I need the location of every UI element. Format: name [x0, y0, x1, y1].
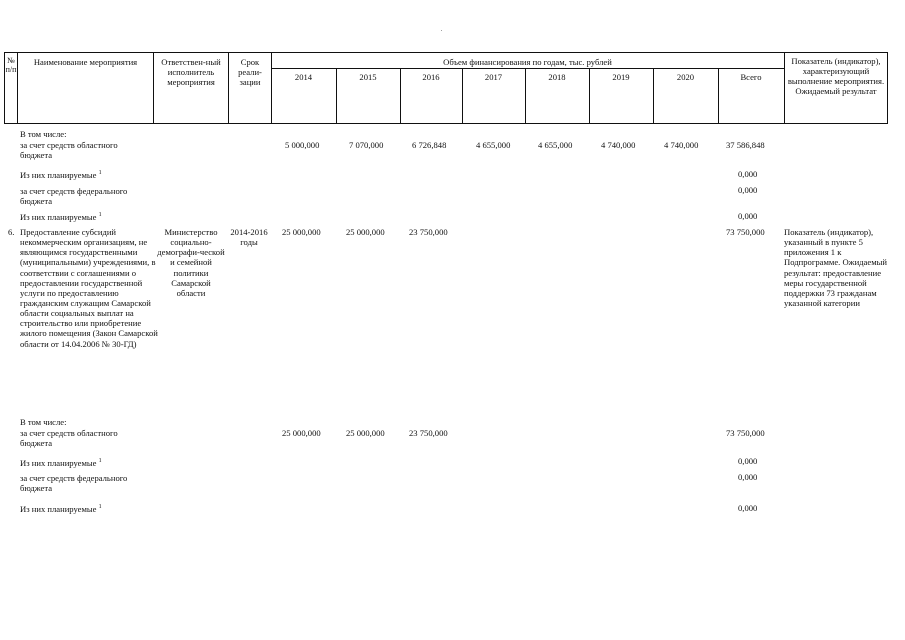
- block1-2019: 4 740,000: [601, 140, 636, 150]
- block1-regional-label: за счет средств областного бюджета: [20, 140, 118, 161]
- header-year-2018: 2018: [548, 72, 566, 82]
- block1-including: В том числе:: [20, 129, 67, 139]
- header-year-2019: 2019: [612, 72, 630, 82]
- header-year-2016: 2016: [422, 72, 440, 82]
- header-year-2014: 2014: [294, 72, 313, 82]
- block1-2017: 4 655,000: [476, 140, 511, 150]
- block2-regional-label: за счет средств областного бюджета: [20, 428, 118, 449]
- table-header: [4, 52, 888, 124]
- row6-2014: 25 000,000: [282, 227, 321, 237]
- row6-total: 73 750,000: [726, 227, 765, 237]
- block1-2014: 5 000,000: [285, 140, 320, 150]
- block1-total: 37 586,848: [726, 140, 765, 150]
- block1-2018: 4 655,000: [538, 140, 573, 150]
- header-year-2015: 2015: [359, 72, 377, 82]
- block2-federal-label: за счет средств федерального бюджета: [20, 473, 128, 494]
- block2-2016: 23 750,000: [409, 428, 448, 438]
- header-num: № п/п: [5, 56, 17, 75]
- block2-including: В том числе:: [20, 417, 67, 427]
- header-name: Наименование мероприятия: [33, 57, 138, 67]
- block2-planned-total: 0,000: [738, 456, 758, 466]
- block2-2015: 25 000,000: [346, 428, 385, 438]
- row6-2015: 25 000,000: [346, 227, 385, 237]
- block2-planned2: Из них планируемые $^1$: [20, 504, 102, 514]
- block1-federal-total: 0,000: [738, 185, 758, 195]
- block2-total: 73 750,000: [726, 428, 765, 438]
- block2-planned: Из них планируемые $^1$: [20, 458, 102, 468]
- header-term: Срок реали-зации: [238, 57, 262, 88]
- block1-2016: 6 726,848: [412, 140, 447, 150]
- block1-planned-total: 0,000: [738, 169, 758, 179]
- header-year-2017: 2017: [484, 72, 503, 82]
- block1-planned2: Из них планируемые $^1$: [20, 212, 102, 222]
- block2-federal-total: 0,000: [738, 472, 758, 482]
- header-total: Всего: [740, 72, 762, 82]
- block1-federal-label: за счет средств федерального бюджета: [20, 186, 128, 207]
- header-funding-title: Объем финансирования по годам, тыс. рублей: [443, 57, 612, 67]
- row6-term: 2014-2016 годы: [230, 227, 268, 248]
- row6-name: Предоставление субсидий некоммерческим организациям, не являющимся государственными (муниципальными) учреждениями, в соответствии с соглашениями о предоставлении государственной услуги по предоставлению гражданским служащим Самарской области социальных выплат на строительство или приобретение жилого помещения (Закон Самарской области от 14.04.2006 № 30-ГД): [20, 227, 158, 349]
- page-mark: ٠: [440, 28, 444, 34]
- row6-responsible: Министерство социально-демографи-ческой и семейной политики Самарской области: [157, 227, 225, 298]
- block2-2014: 25 000,000: [282, 428, 321, 438]
- header-indicator: Показатель (индикатор), характеризующий выполнение мероприятия. Ожидаемый результат: [787, 56, 885, 97]
- header-year-2020: 2020: [676, 72, 695, 82]
- header-responsible: Ответствен-ный исполнитель мероприятия: [161, 57, 221, 88]
- block1-2015: 7 070,000: [349, 140, 384, 150]
- block2-planned2-total: 0,000: [738, 503, 758, 513]
- row6-num: 6.: [8, 227, 15, 237]
- block1-2020: 4 740,000: [664, 140, 699, 150]
- row6-2016: 23 750,000: [409, 227, 448, 237]
- block1-planned2-total: 0,000: [738, 211, 758, 221]
- row6-indicator: Показатель (индикатор), указанный в пункте 5 приложения 1 к Подпрограмме. Ожидаемый результат: предоставление меры государственной поддержки 73 гражданам указанной категории: [784, 227, 887, 308]
- block1-planned: Из них планируемые $^1$: [20, 170, 102, 180]
